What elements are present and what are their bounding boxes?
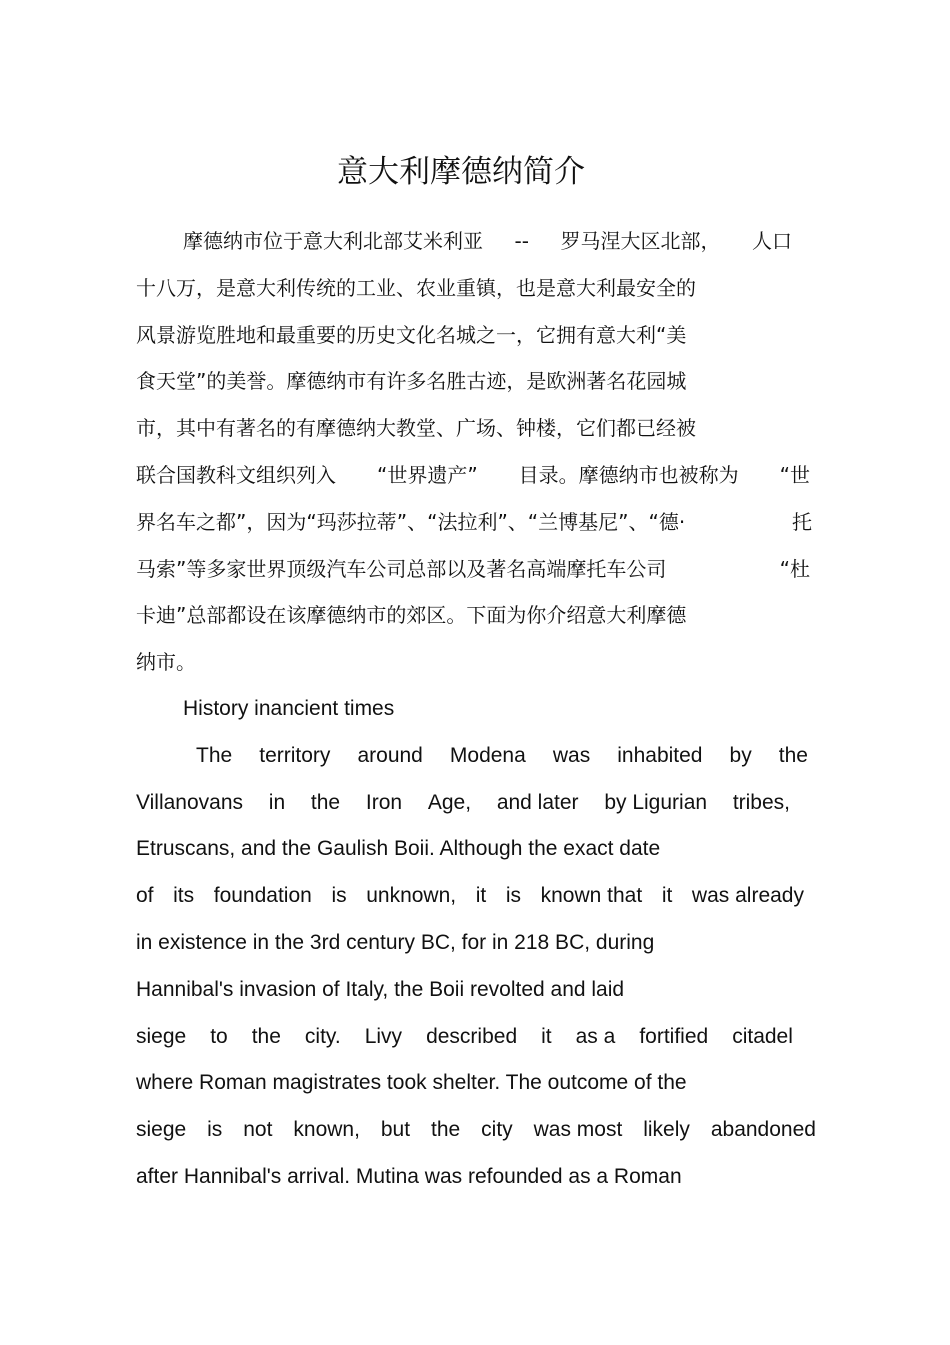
text-segment: as a bbox=[575, 1024, 616, 1048]
text-segment: by Ligurian bbox=[604, 790, 708, 814]
intro-line: 风景游览胜地和最重要的历史文化名城之一，它拥有意大利“美 bbox=[136, 322, 687, 347]
text-segment: the bbox=[431, 1118, 461, 1142]
intro-line bbox=[136, 460, 810, 490]
text-segment: is bbox=[505, 884, 522, 908]
text-segment: 界名车之都”，因为“玛莎拉蒂”、“法拉利”、“兰博基尼”、“德· bbox=[136, 509, 686, 534]
text-segment: likely bbox=[643, 1118, 690, 1142]
text-segment: 托 bbox=[792, 509, 812, 534]
text-segment: was already bbox=[691, 884, 804, 908]
text-segment: around bbox=[357, 743, 423, 767]
text-segment: Age, bbox=[427, 790, 472, 814]
text-segment: but bbox=[380, 1118, 411, 1142]
text-segment: territory bbox=[259, 743, 331, 767]
text-segment: it bbox=[541, 1024, 552, 1048]
text-segment: known, bbox=[293, 1118, 360, 1142]
section-heading: History inancient times bbox=[183, 697, 395, 720]
text-segment: siege bbox=[136, 1118, 187, 1142]
history-line bbox=[136, 788, 790, 818]
intro-line: 市，其中有著名的有摩德纳大教堂、广场、钟楼，它们都已经被 bbox=[136, 416, 696, 441]
text-segment: “世界遗产” bbox=[376, 463, 478, 487]
text-segment: 目录。摩德纳市也被称为 bbox=[518, 463, 739, 487]
intro-line: 十八万，是意大利传统的工业、农业重镇，也是意大利最安全的 bbox=[136, 275, 696, 300]
text-segment: the bbox=[251, 1024, 281, 1048]
text-segment: city. bbox=[304, 1024, 341, 1048]
text-segment: fortified bbox=[639, 1024, 709, 1048]
text-segment: was most bbox=[533, 1118, 623, 1142]
history-line bbox=[136, 1022, 793, 1052]
history-line: Hannibal's invasion of Italy, the Boii revolted and laid bbox=[136, 977, 625, 1001]
text-segment: 联合国教科文组织列入 bbox=[136, 463, 336, 487]
history-line: where Roman magistrates took shelter. The outcome of the bbox=[136, 1071, 687, 1095]
text-segment: its bbox=[173, 884, 195, 908]
text-segment: 人口 bbox=[751, 229, 792, 253]
text-segment: it bbox=[661, 884, 673, 908]
text-segment: “世 bbox=[779, 463, 810, 487]
history-line: after Hannibal's arrival. Mutina was refounded as a Roman bbox=[136, 1165, 682, 1188]
text-segment: of bbox=[136, 884, 154, 908]
text-segment: is bbox=[207, 1118, 223, 1142]
text-segment: the bbox=[310, 790, 341, 814]
history-line: in existence in the 3rd century BC, for in 218 BC, during bbox=[136, 931, 655, 954]
text-segment: tribes, bbox=[732, 790, 790, 814]
text-segment: not bbox=[243, 1118, 273, 1142]
text-segment: by bbox=[729, 743, 752, 767]
text-segment: 罗马涅大区北部， bbox=[560, 229, 721, 253]
intro-line: 食天堂”的美誉。摩德纳市有许多名胜古迹，是欧洲著名花园城 bbox=[136, 369, 687, 394]
text-segment: unknown, bbox=[366, 884, 457, 908]
text-segment: city bbox=[481, 1118, 513, 1142]
text-segment: abandoned bbox=[710, 1118, 816, 1142]
text-segment: in bbox=[268, 790, 286, 814]
intro-line: 纳市。 bbox=[136, 650, 196, 675]
text-segment: The bbox=[196, 743, 233, 767]
history-line bbox=[136, 1115, 816, 1145]
text-segment: Modena bbox=[449, 743, 526, 767]
text-segment: Livy bbox=[364, 1024, 403, 1048]
text-segment: 马索”等多家世界顶级汽车公司总部以及著名高端摩托车公司 bbox=[136, 556, 667, 581]
intro-line: 卡迪”总部都设在该摩德纳市的郊区。下面为你介绍意大利摩德 bbox=[136, 603, 687, 628]
text-segment: is bbox=[331, 884, 347, 908]
text-segment: and later bbox=[496, 790, 579, 814]
text-segment: known that bbox=[540, 884, 643, 908]
text-segment: the bbox=[778, 743, 808, 767]
text-segment: was bbox=[552, 743, 591, 767]
history-line bbox=[196, 741, 808, 771]
intro-line bbox=[183, 226, 792, 256]
intro-line bbox=[136, 554, 810, 584]
text-segment: it bbox=[475, 884, 487, 908]
text-segment: described bbox=[426, 1024, 518, 1048]
document-title: 意大利摩德纳简介 bbox=[337, 154, 585, 190]
text-segment: inhabited bbox=[617, 743, 703, 767]
text-segment: Villanovans bbox=[136, 790, 244, 814]
intro-line bbox=[136, 507, 812, 537]
text-segment: 摩德纳市位于意大利北部艾米利亚 bbox=[183, 229, 483, 253]
history-line bbox=[136, 881, 804, 911]
text-segment: to bbox=[210, 1024, 228, 1048]
text-segment: citadel bbox=[732, 1024, 793, 1048]
history-line: Etruscans, and the Gaulish Boii. Although the exact date bbox=[136, 837, 661, 861]
text-segment: foundation bbox=[213, 884, 312, 908]
text-segment: siege bbox=[136, 1024, 187, 1048]
text-segment: -- bbox=[514, 229, 529, 253]
text-segment: “杜 bbox=[779, 556, 810, 581]
text-segment: Iron bbox=[365, 790, 403, 814]
